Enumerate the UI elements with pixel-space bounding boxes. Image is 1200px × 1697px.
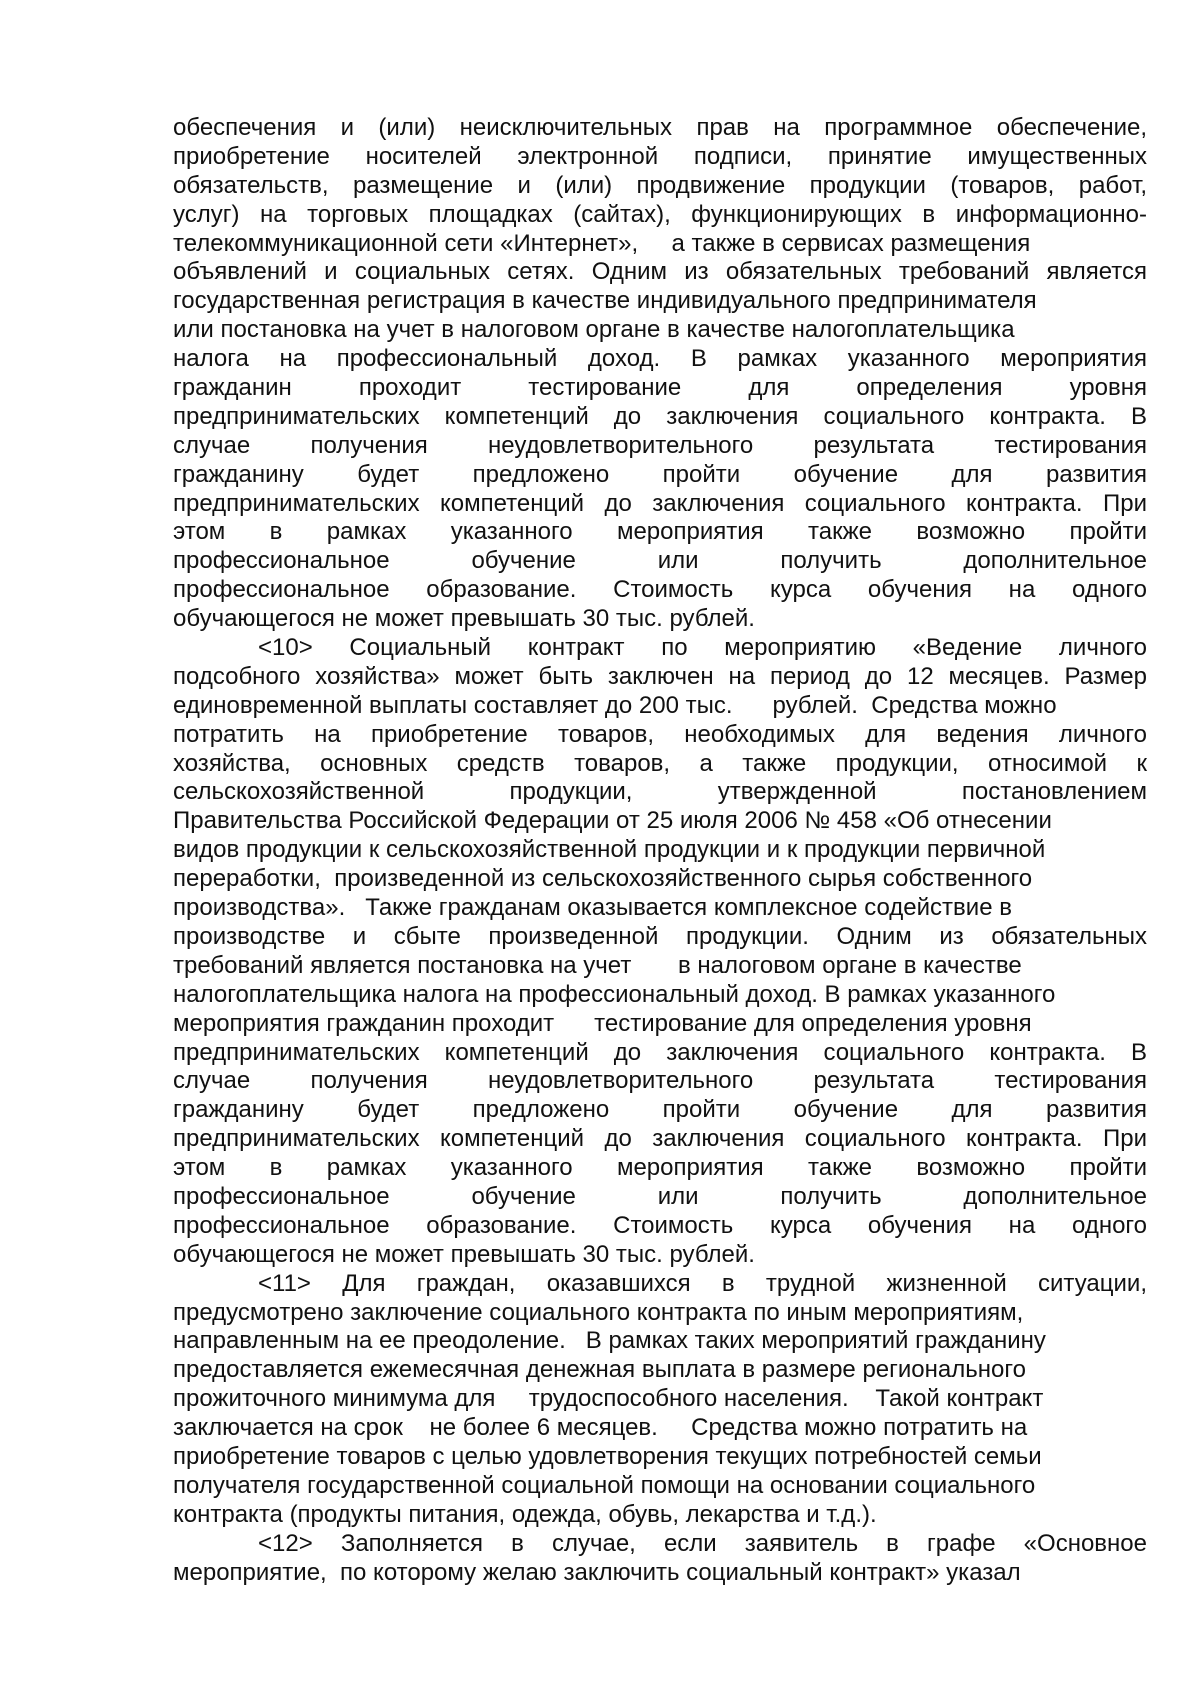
text-line: контракта (продукты питания, одежда, обувь, лекарства и т.д.).: [173, 1500, 877, 1528]
text-line: видов продукции к сельскохозяйственной продукции и к продукции первичной: [173, 836, 1046, 864]
document-text-body: [173, 114, 1147, 1587]
text-line: сельскохозяйственной продукции, утвержденной постановлением: [173, 778, 1147, 806]
text-line: профессиональное образование. Стоимость курса обучения на одного: [173, 576, 1147, 604]
text-line: или постановка на учет в налоговом органе в качестве налогоплательщика: [173, 316, 1015, 344]
text-line: обучающегося не может превышать 30 тыс. рублей.: [173, 605, 755, 633]
text-line: профессиональное образование. Стоимость курса обучения на одного: [173, 1211, 1147, 1239]
text-line: этом в рамках указанного мероприятия также возможно пройти: [173, 1154, 1147, 1182]
text-line: мероприятия гражданин проходит тестирование для определения уровня: [173, 1009, 1032, 1037]
text-line: производстве и сбыте произведенной продукции. Одним из обязательных: [173, 922, 1147, 950]
text-line: прожиточного минимума для трудоспособного населения. Такой контракт: [173, 1385, 1044, 1413]
text-line: требований является постановка на учет в налоговом органе в качестве: [173, 951, 1022, 979]
text-line: направленным на ее преодоление. В рамках таких мероприятий гражданину: [173, 1327, 1046, 1355]
text-line: приобретение носителей электронной подписи, принятие имущественных: [173, 142, 1147, 170]
text-line: обязательств, размещение и (или) продвижение продукции (товаров, работ,: [173, 171, 1147, 199]
text-line: производства». Также гражданам оказывается комплексное содействие в: [173, 894, 1012, 922]
footnote-first-line: <11> Для граждан, оказавшихся в трудной жизненной ситуации,: [258, 1269, 1147, 1297]
footnote-first-line: <10> Социальный контракт по мероприятию «Ведение личного: [258, 634, 1147, 662]
text-line: профессиональное обучение или получить дополнительное: [173, 1182, 1147, 1210]
text-line: гражданин проходит тестирование для определения уровня: [173, 374, 1147, 402]
text-line: переработки, произведенной из сельскохозяйственного сырья собственного: [173, 865, 1033, 893]
text-line: гражданину будет предложено пройти обучение для развития: [173, 460, 1147, 488]
text-line: налогоплательщика налога на профессиональный доход. В рамках указанного: [173, 980, 1056, 1008]
text-line: предпринимательских компетенций до заключения социального контракта. В: [173, 402, 1147, 430]
text-line: мероприятие, по которому желаю заключить социальный контракт» указал: [173, 1558, 1021, 1586]
text-line: приобретение товаров с целью удовлетворения текущих потребностей семьи: [173, 1442, 1042, 1470]
text-line: объявлений и социальных сетях. Одним из обязательных требований является: [173, 258, 1147, 286]
text-line: единовременной выплаты составляет до 200 тыс. рублей. Средства можно: [173, 691, 1057, 719]
text-line: случае получения неудовлетворительного результата тестирования: [173, 431, 1147, 459]
text-line: потратить на приобретение товаров, необходимых для ведения личного: [173, 720, 1147, 748]
text-line: предпринимательских компетенций до заключения социального контракта. В: [173, 1038, 1147, 1066]
text-line: обеспечения и (или) неисключительных прав на программное обеспечение,: [173, 114, 1147, 141]
text-line: случае получения неудовлетворительного результата тестирования: [173, 1067, 1147, 1095]
text-line: телекоммуникационной сети «Интернет», а также в сервисах размещения: [173, 229, 1031, 257]
text-line: получателя государственной социальной помощи на основании социального: [173, 1471, 1036, 1499]
text-line: профессиональное обучение или получить дополнительное: [173, 547, 1147, 575]
text-line: предпринимательских компетенций до заключения социального контракта. При: [173, 489, 1147, 517]
text-line: услуг) на торговых площадках (сайтах), функционирующих в информационно-: [173, 200, 1147, 228]
text-line: гражданину будет предложено пройти обучение для развития: [173, 1096, 1147, 1124]
text-line: предусмотрено заключение социального контракта по иным мероприятиям,: [173, 1298, 1024, 1326]
text-line: заключается на срок не более 6 месяцев. Средства можно потратить на: [173, 1414, 1028, 1442]
text-line: Правительства Российской Федерации от 25 июля 2006 № 458 «Об отнесении: [173, 807, 1052, 835]
text-line: подсобного хозяйства» может быть заключен на период до 12 месяцев. Размер: [173, 662, 1147, 690]
text-line: налога на профессиональный доход. В рамках указанного мероприятия: [173, 345, 1147, 373]
text-line: этом в рамках указанного мероприятия также возможно пройти: [173, 518, 1147, 546]
text-line: предпринимательских компетенций до заключения социального контракта. При: [173, 1125, 1147, 1153]
footnote-first-line: <12> Заполняется в случае, если заявитель в графе «Основное: [258, 1529, 1147, 1557]
text-line: обучающегося не может превышать 30 тыс. рублей.: [173, 1240, 755, 1268]
text-line: хозяйства, основных средств товаров, а также продукции, относимой к: [173, 749, 1147, 777]
text-line: предоставляется ежемесячная денежная выплата в размере регионального: [173, 1356, 1026, 1384]
text-line: государственная регистрация в качестве индивидуального предпринимателя: [173, 287, 1037, 315]
